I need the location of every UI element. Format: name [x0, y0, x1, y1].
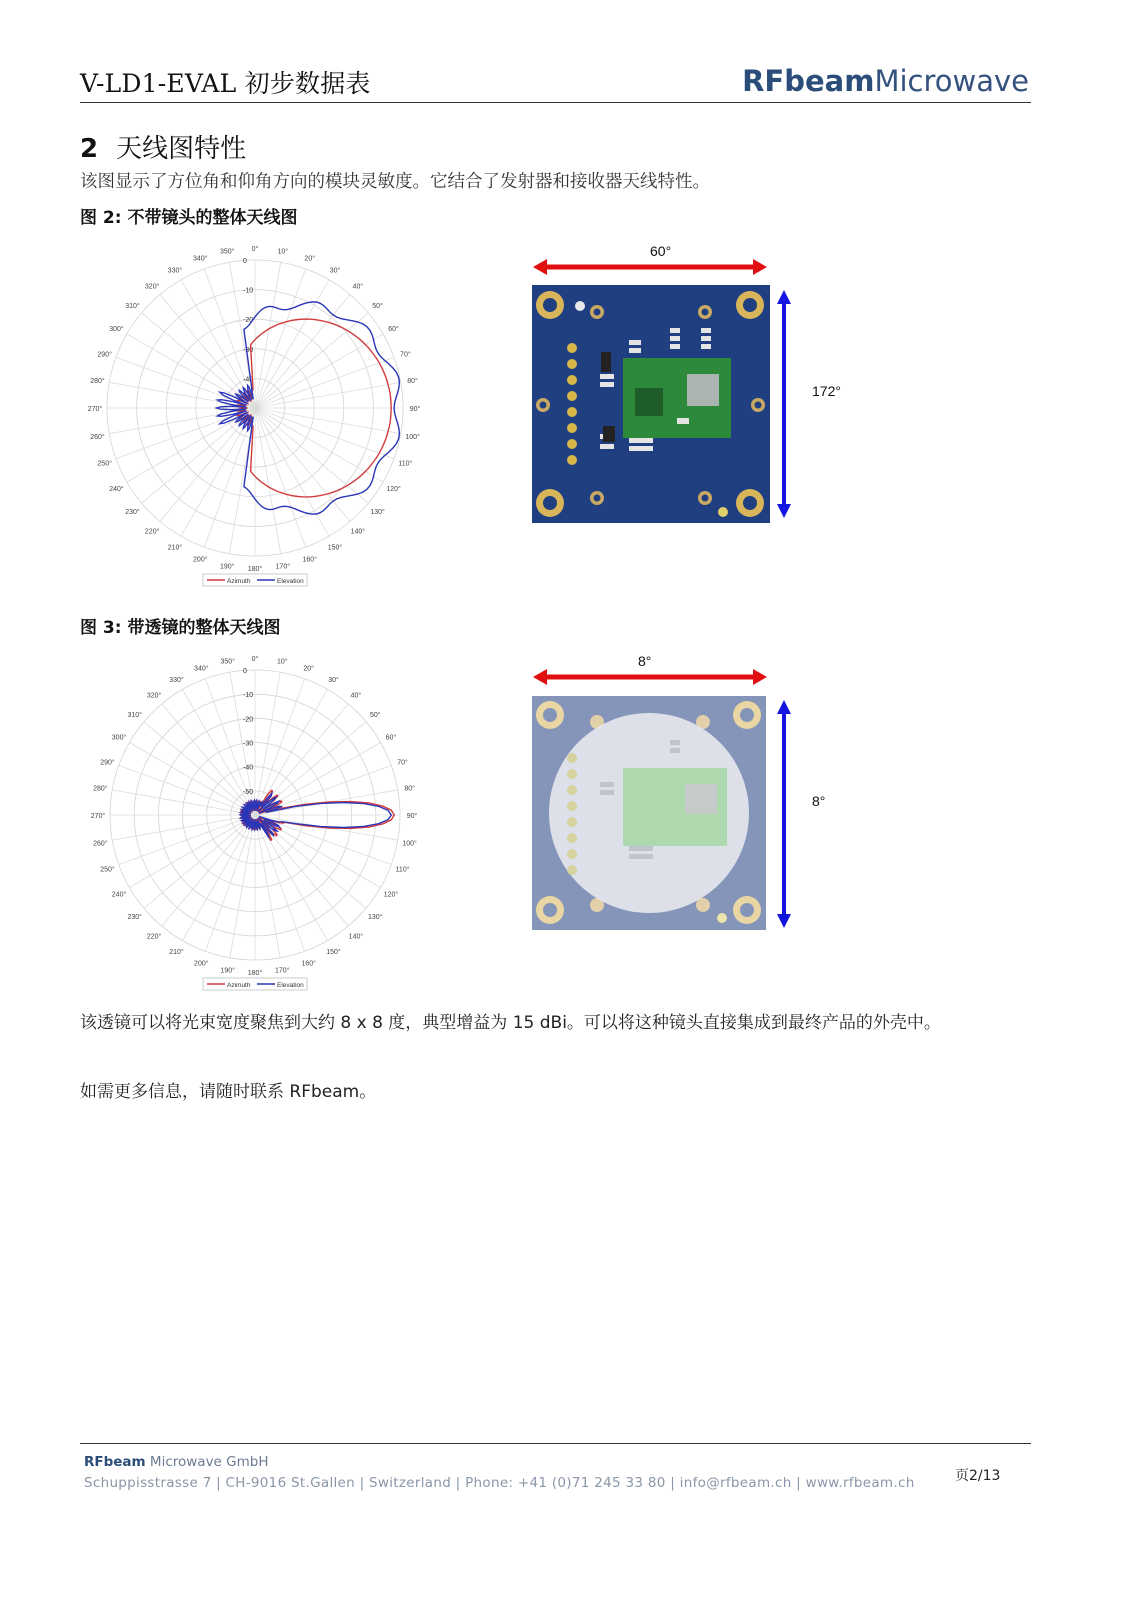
- radial-tick-label: 0: [243, 668, 247, 675]
- footer-company-light: Microwave GmbH: [149, 1454, 269, 1470]
- plot-legend: [203, 574, 307, 586]
- section-number: 2: [80, 134, 99, 164]
- page-number: 页2/13: [955, 1468, 1001, 1484]
- angle-tick-label: 230°: [125, 508, 140, 516]
- angle-tick-label: 130°: [370, 508, 385, 516]
- angle-tick-label: 10°: [277, 248, 289, 256]
- angle-tick-label: 270°: [87, 406, 103, 413]
- angle-tick-label: 210°: [167, 544, 183, 552]
- angle-tick-label: 90°: [409, 406, 421, 413]
- angle-tick-label: 170°: [275, 967, 290, 975]
- angle-tick-label: 120°: [383, 891, 399, 899]
- angle-tick-label: 220°: [144, 528, 160, 536]
- figure3-module-image: [525, 650, 855, 940]
- figure3-vertical-angle: 8°: [812, 793, 826, 809]
- angle-tick-label: 120°: [386, 486, 401, 493]
- lens-description: 该透镜可以将光束宽度聚焦到大约 8 x 8 度，典型增益为 15 dBi。可以将这种镜头直接集成到最终产品的外壳中。: [80, 1013, 941, 1033]
- angle-tick-label: 330°: [167, 267, 183, 275]
- angle-tick-label: 320°: [144, 283, 160, 291]
- angle-tick-label: 180°: [247, 566, 263, 573]
- legend-elevation: Elevation: [277, 578, 304, 585]
- document-title: V-LD1-EVAL 初步数据表: [80, 69, 371, 98]
- vertical-arrow: [777, 700, 791, 928]
- angle-tick-label: 50°: [372, 303, 383, 311]
- angle-tick-label: 140°: [348, 933, 364, 941]
- angle-tick-label: 20°: [304, 255, 316, 263]
- angle-tick-label: 60°: [388, 326, 399, 333]
- angle-tick-label: 150°: [326, 948, 341, 956]
- section-heading: [80, 128, 246, 165]
- angle-tick-label: 300°: [109, 326, 124, 333]
- logo-bold: RFbeam: [742, 64, 875, 98]
- radial-tick-label: -40: [243, 376, 254, 384]
- angle-tick-label: 70°: [397, 759, 408, 767]
- angle-tick-label: 350°: [219, 248, 235, 256]
- pcb-board: [532, 285, 770, 523]
- angle-tick-label: 0°: [251, 656, 259, 663]
- figure2-module-image: [525, 240, 855, 530]
- footer-company: [84, 1454, 269, 1470]
- angle-tick-label: 30°: [329, 267, 341, 275]
- angle-tick-label: 280°: [93, 785, 108, 793]
- angle-tick-label: 30°: [328, 677, 339, 685]
- legend-azimuth: Azimuth: [227, 982, 251, 989]
- angle-tick-label: 160°: [302, 556, 317, 564]
- angle-tick-label: 190°: [219, 563, 235, 571]
- company-logo: [742, 64, 1029, 98]
- polar-grid: [107, 260, 403, 556]
- angle-tick-label: 220°: [146, 933, 162, 941]
- horizontal-arrow: [533, 669, 767, 685]
- angle-tick-label: 240°: [109, 486, 124, 493]
- radial-tick-label: -50: [243, 788, 254, 796]
- angle-tick-label: 10°: [276, 658, 288, 666]
- angle-tick-label: 350°: [220, 658, 235, 666]
- angle-tick-label: 260°: [93, 840, 108, 848]
- angle-tick-label: 200°: [194, 960, 209, 968]
- figure2-caption: 图 2: 不带镜头的整体天线图: [80, 208, 298, 228]
- angle-tick-label: 310°: [125, 303, 140, 311]
- angle-tick-label: 110°: [398, 460, 413, 468]
- pcb-board-with-lens: [532, 696, 766, 930]
- angle-tick-label: 100°: [405, 433, 420, 441]
- radial-tick-label: 0: [243, 258, 247, 265]
- angle-tick-label: 80°: [404, 785, 415, 793]
- angle-tick-label: 170°: [275, 563, 291, 571]
- figure2-horizontal-angle: 60°: [650, 243, 672, 259]
- radial-tick-label: -30: [243, 346, 254, 354]
- angle-tick-label: 300°: [111, 734, 127, 742]
- angle-tick-label: 240°: [111, 891, 127, 899]
- polar-grid: [110, 670, 400, 960]
- figure3-horizontal-angle: 8°: [638, 653, 652, 669]
- horizontal-arrow: [533, 259, 767, 275]
- figure3-caption: 图 3: 带透镜的整体天线图: [80, 618, 281, 638]
- angle-tick-label: 230°: [127, 913, 142, 921]
- legend-azimuth: Azimuth: [227, 578, 251, 585]
- angle-tick-label: 40°: [350, 692, 362, 700]
- angle-tick-label: 310°: [127, 712, 142, 720]
- angle-tick-label: 140°: [350, 528, 366, 536]
- angle-tick-label: 50°: [369, 712, 381, 720]
- angle-tick-label: 190°: [220, 967, 235, 975]
- angle-tick-label: 320°: [146, 692, 162, 700]
- vertical-arrow: [777, 290, 791, 518]
- angle-tick-label: 90°: [406, 813, 418, 820]
- figure3-polar-plot: [80, 650, 430, 995]
- footer-company-bold: RFbeam: [84, 1454, 146, 1470]
- angle-tick-label: 340°: [193, 255, 208, 263]
- angle-tick-label: 160°: [301, 960, 316, 968]
- angle-tick-label: 180°: [247, 970, 263, 977]
- angle-tick-label: 270°: [90, 813, 106, 820]
- radial-tick-label: -20: [243, 716, 254, 724]
- angle-tick-label: 40°: [352, 283, 364, 291]
- figure2-polar-plot: [80, 238, 430, 598]
- angle-tick-label: 20°: [303, 665, 314, 673]
- radial-tick-label: -30: [243, 740, 254, 748]
- legend-elevation: Elevation: [277, 982, 304, 989]
- radial-tick-label: -10: [243, 692, 254, 700]
- angle-tick-label: 60°: [385, 734, 397, 742]
- section-intro: 该图显示了方位角和仰角方向的模块灵敏度。它结合了发射器和接收器天线特性。: [80, 172, 710, 192]
- angle-tick-label: 280°: [90, 378, 105, 386]
- contact-note: 如需更多信息，请随时联系 RFbeam。: [80, 1082, 377, 1102]
- logo-light: Microwave: [874, 64, 1029, 98]
- angle-tick-label: 0°: [251, 246, 259, 253]
- angle-tick-label: 70°: [400, 351, 411, 359]
- plot-legend: [203, 978, 307, 990]
- figure2-vertical-angle: 172°: [812, 383, 841, 399]
- angle-tick-label: 80°: [407, 378, 418, 386]
- angle-tick-label: 100°: [402, 840, 417, 848]
- angle-tick-label: 260°: [90, 433, 105, 441]
- angle-tick-label: 110°: [395, 866, 410, 874]
- radial-tick-label: -40: [243, 764, 254, 772]
- angle-tick-label: 330°: [169, 677, 184, 685]
- angle-tick-label: 290°: [100, 759, 115, 767]
- footer-address: Schuppisstrasse 7 | CH-9016 St.Gallen | Switzerland | Phone: +41 (0)71 245 33 80 | info@rfbeam.ch | www.rfbeam.ch: [84, 1475, 915, 1491]
- angle-tick-label: 130°: [368, 913, 383, 921]
- radial-tick-label: -10: [243, 287, 254, 295]
- radial-tick-label: -20: [243, 317, 254, 325]
- angle-tick-label: 250°: [100, 866, 115, 874]
- section-title: 天线图特性: [116, 134, 247, 164]
- header-rule: [80, 102, 1031, 103]
- angle-tick-label: 150°: [327, 544, 343, 552]
- angle-tick-label: 290°: [97, 351, 112, 359]
- angle-tick-label: 210°: [169, 948, 184, 956]
- angle-tick-label: 200°: [193, 556, 208, 564]
- footer-rule: [80, 1443, 1031, 1444]
- elevation-curve: [240, 794, 391, 839]
- angle-tick-label: 340°: [194, 665, 209, 673]
- angle-tick-label: 250°: [97, 460, 112, 468]
